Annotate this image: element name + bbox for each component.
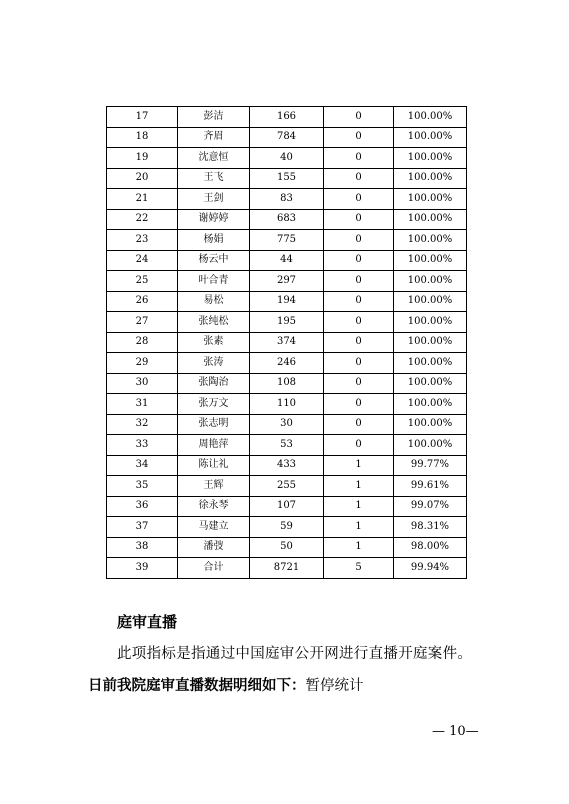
name-cell: 叶合青: [178, 271, 250, 292]
percentage-cell: 100.00%: [394, 414, 467, 435]
row-index-cell: 35: [107, 476, 178, 497]
count-cell: 0: [324, 332, 394, 353]
count-cell: 0: [324, 189, 394, 210]
table-row: [107, 537, 467, 558]
row-index-cell: 25: [107, 271, 178, 292]
name-cell: 张万文: [178, 394, 250, 415]
count-cell: 0: [324, 168, 394, 189]
row-index-cell: 31: [107, 394, 178, 415]
name-cell: 彭洁: [178, 107, 250, 128]
percentage-cell: 100.00%: [394, 373, 467, 394]
table-row: [107, 435, 467, 456]
case-count-cell: 108: [250, 373, 324, 394]
row-index-cell: 34: [107, 455, 178, 476]
table-row: [107, 168, 467, 189]
row-index-cell: 23: [107, 230, 178, 251]
row-index-cell: 27: [107, 312, 178, 333]
case-count-cell: 775: [250, 230, 324, 251]
case-count-cell: 683: [250, 209, 324, 230]
row-index-cell: 26: [107, 291, 178, 312]
count-cell: 0: [324, 250, 394, 271]
name-cell: 王辉: [178, 476, 250, 497]
table-row: [107, 353, 467, 374]
count-cell: 0: [324, 353, 394, 374]
row-index-cell: 30: [107, 373, 178, 394]
case-count-cell: 784: [250, 127, 324, 148]
percentage-cell: 98.31%: [394, 517, 467, 538]
percentage-cell: 100.00%: [394, 230, 467, 251]
row-index-cell: 33: [107, 435, 178, 456]
row-index-cell: 28: [107, 332, 178, 353]
detail-line: [88, 674, 364, 695]
name-cell: 潘弢: [178, 537, 250, 558]
percentage-cell: 100.00%: [394, 291, 467, 312]
count-cell: 1: [324, 537, 394, 558]
case-count-cell: 195: [250, 312, 324, 333]
count-cell: 1: [324, 455, 394, 476]
row-index-cell: 29: [107, 353, 178, 374]
name-cell: 陈让礼: [178, 455, 250, 476]
table-row: [107, 373, 467, 394]
count-cell: 0: [324, 271, 394, 292]
case-count-cell: 110: [250, 394, 324, 415]
percentage-cell: 99.61%: [394, 476, 467, 497]
case-count-cell: 166: [250, 107, 324, 128]
section-heading: 庭审直播: [117, 613, 178, 631]
percentage-cell: 100.00%: [394, 271, 467, 292]
percentage-cell: 99.94%: [394, 558, 467, 579]
count-cell: 0: [324, 107, 394, 128]
row-index-cell: 17: [107, 107, 178, 128]
table-row: [107, 189, 467, 210]
case-count-cell: 246: [250, 353, 324, 374]
name-cell: 张志明: [178, 414, 250, 435]
percentage-cell: 100.00%: [394, 189, 467, 210]
case-count-cell: 8721: [250, 558, 324, 579]
case-count-cell: 107: [250, 496, 324, 517]
name-cell: 周艳萍: [178, 435, 250, 456]
row-index-cell: 36: [107, 496, 178, 517]
name-cell: 王飞: [178, 168, 250, 189]
case-count-cell: 44: [250, 250, 324, 271]
percentage-cell: 100.00%: [394, 353, 467, 374]
percentage-cell: 100.00%: [394, 312, 467, 333]
detail-label: 日前我院庭审直播数据明细如下：: [88, 678, 306, 694]
name-cell: 张陶治: [178, 373, 250, 394]
name-cell: 沈意恒: [178, 148, 250, 169]
count-cell: 1: [324, 496, 394, 517]
percentage-cell: 100.00%: [394, 250, 467, 271]
table-row: [107, 455, 467, 476]
case-count-cell: 255: [250, 476, 324, 497]
table-row: [107, 148, 467, 169]
table-row: [107, 414, 467, 435]
count-cell: 0: [324, 148, 394, 169]
count-cell: 0: [324, 127, 394, 148]
table-row: [107, 558, 467, 579]
table-row: [107, 209, 467, 230]
table-row: [107, 230, 467, 251]
page-number: — 10—: [432, 724, 479, 739]
name-cell: 易松: [178, 291, 250, 312]
name-cell: 徐永琴: [178, 496, 250, 517]
table-body: [107, 107, 467, 579]
count-cell: 0: [324, 435, 394, 456]
name-cell: 合计: [178, 558, 250, 579]
percentage-cell: 100.00%: [394, 148, 467, 169]
statistics-table: [106, 106, 467, 579]
count-cell: 0: [324, 394, 394, 415]
name-cell: 杨娟: [178, 230, 250, 251]
table-row: [107, 517, 467, 538]
percentage-cell: 100.00%: [394, 107, 467, 128]
table-row: [107, 271, 467, 292]
name-cell: 王剑: [178, 189, 250, 210]
percentage-cell: 100.00%: [394, 168, 467, 189]
case-count-cell: 50: [250, 537, 324, 558]
section-paragraph: 此项指标是指通过中国庭审公开网进行直播开庭案件。: [117, 646, 473, 662]
table-row: [107, 394, 467, 415]
percentage-cell: 98.00%: [394, 537, 467, 558]
count-cell: 0: [324, 312, 394, 333]
row-index-cell: 21: [107, 189, 178, 210]
case-count-cell: 30: [250, 414, 324, 435]
row-index-cell: 20: [107, 168, 178, 189]
name-cell: 马建立: [178, 517, 250, 538]
count-cell: 1: [324, 517, 394, 538]
count-cell: 0: [324, 373, 394, 394]
case-count-cell: 40: [250, 148, 324, 169]
name-cell: 谢婷婷: [178, 209, 250, 230]
table-row: [107, 127, 467, 148]
row-index-cell: 37: [107, 517, 178, 538]
percentage-cell: 100.00%: [394, 209, 467, 230]
table-row: [107, 250, 467, 271]
percentage-cell: 100.00%: [394, 394, 467, 415]
case-count-cell: 297: [250, 271, 324, 292]
name-cell: 齐眉: [178, 127, 250, 148]
case-count-cell: 433: [250, 455, 324, 476]
row-index-cell: 38: [107, 537, 178, 558]
percentage-cell: 100.00%: [394, 332, 467, 353]
row-index-cell: 18: [107, 127, 178, 148]
name-cell: 张纯松: [178, 312, 250, 333]
row-index-cell: 39: [107, 558, 178, 579]
count-cell: 1: [324, 476, 394, 497]
case-count-cell: 194: [250, 291, 324, 312]
name-cell: 张素: [178, 332, 250, 353]
count-cell: 5: [324, 558, 394, 579]
table-row: [107, 312, 467, 333]
percentage-cell: 99.77%: [394, 455, 467, 476]
table-row: [107, 291, 467, 312]
table-row: [107, 107, 467, 128]
table-row: [107, 332, 467, 353]
case-count-cell: 155: [250, 168, 324, 189]
case-count-cell: 374: [250, 332, 324, 353]
row-index-cell: 19: [107, 148, 178, 169]
detail-value: 暂停统计: [305, 678, 364, 694]
percentage-cell: 100.00%: [394, 127, 467, 148]
count-cell: 0: [324, 230, 394, 251]
percentage-cell: 100.00%: [394, 435, 467, 456]
table-row: [107, 476, 467, 497]
count-cell: 0: [324, 209, 394, 230]
name-cell: 张涛: [178, 353, 250, 374]
count-cell: 0: [324, 291, 394, 312]
case-count-cell: 83: [250, 189, 324, 210]
case-count-cell: 53: [250, 435, 324, 456]
percentage-cell: 99.07%: [394, 496, 467, 517]
row-index-cell: 22: [107, 209, 178, 230]
row-index-cell: 24: [107, 250, 178, 271]
name-cell: 杨云中: [178, 250, 250, 271]
count-cell: 0: [324, 414, 394, 435]
row-index-cell: 32: [107, 414, 178, 435]
table-row: [107, 496, 467, 517]
case-count-cell: 59: [250, 517, 324, 538]
